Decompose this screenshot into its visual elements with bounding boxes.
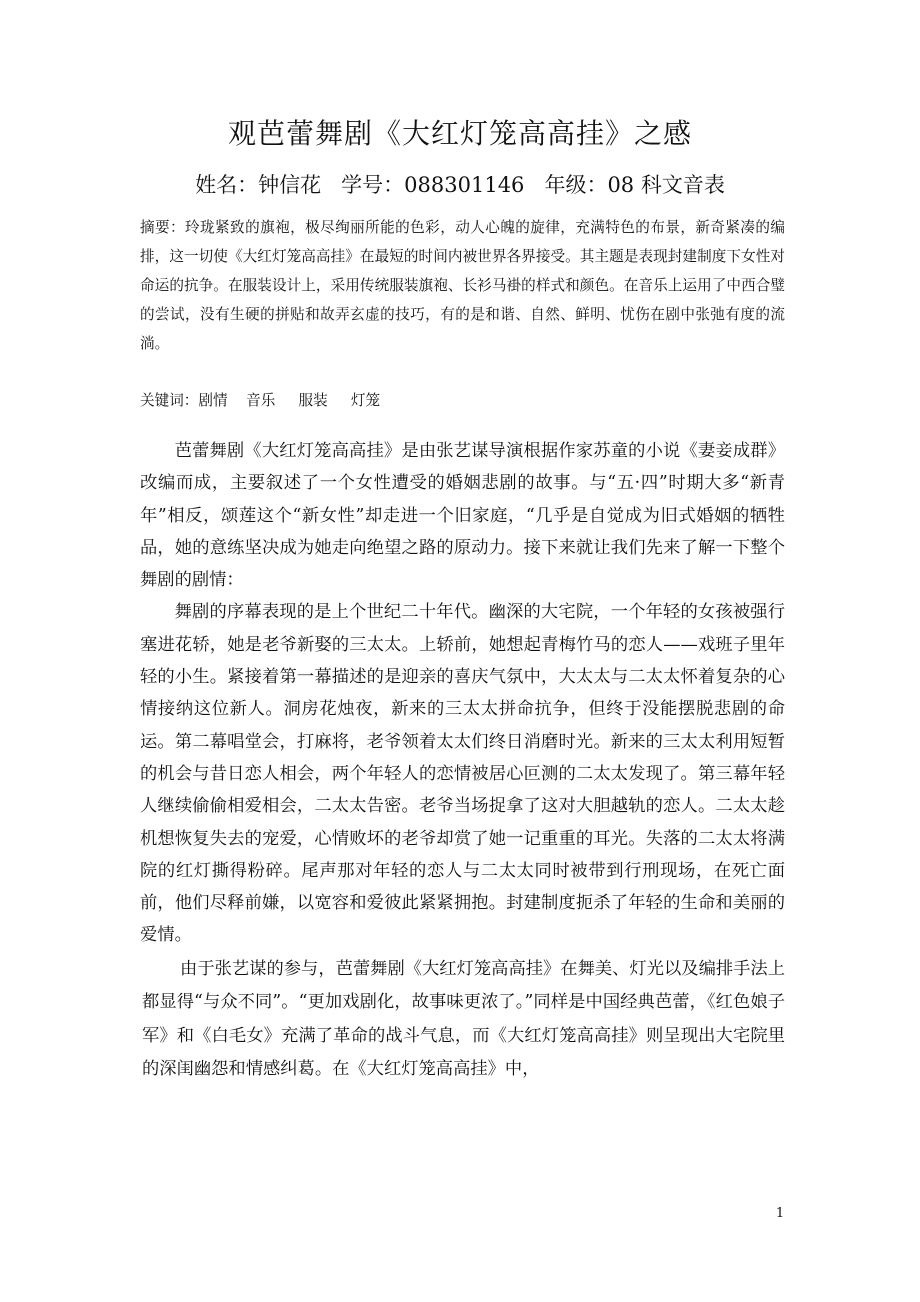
- body-paragraph: 芭蕾舞剧《大红灯笼高高挂》是由张艺谋导演根据作家苏童的小说《妻妾成群》改编而成，主要叙述了一个女性遭受的婚姻悲剧的故事。与“五·四”时期大多“新青年”相反，颂莲这个“新女性”却走进一个旧家庭，“几乎是自觉成为旧式婚姻的牺牲品，她的意练坚决成为她走向绝望之路的原动力。接下来就让我们先来了解一下整个舞剧的剧情：: [140, 441, 785, 591]
- body-paragraph: 舞剧的序幕表现的是上个世纪二十年代。幽深的大宅院，一个年轻的女孩被强行塞进花轿，她是老爷新娶的三太太。上轿前，她想起青梅竹马的恋人——戏班子里年轻的小生。紧接着第一幕描述的是迎亲的喜庆气氛中，大太太与二太太怀着复杂的心情接纳这位新人。洞房花烛夜，新来的三太太拼命抗争，但终于没能摆脱悲剧的命运。第二幕唱堂会，打麻将，老爷领着太太们终日消磨时光。新来的三太太利用短暂的机会与昔日恋人相会，两个年轻人的恋情被居心叵测的二太太发现了。第三幕年轻人继续偷偷相爱相会，二太太告密。老爷当场捉拿了这对大胆越轨的恋人。二太太趁机想恢复失去的宠爱，心情败坏的老爷却赏了她一记重重的耳光。失落的二太太将满院的红灯撕得粉碎。尾声那对年轻的恋人与二太太同时被带到行刑现场，在死亡面前，他们尽释前嫌，以宽容和爱彼此紧紧拥抱。封建制度扼杀了年轻的生命和美丽的爱情。: [140, 602, 785, 946]
- body-paragraph: 由于张艺谋的参与，芭蕾舞剧《大红灯笼高高挂》在舞美、灯光以及编排手法上都显得“与众不同”。“更加戏剧化，故事味更浓了。”同样是中国经典芭蕾，《红色娘子军》和《白毛女》充满了革命的战斗气息，而《大红灯笼高高挂》则呈现出大宅院里的深闺幽怨和情感纠葛。在《大红灯笼高高挂》中，: [142, 958, 785, 1080]
- page-number: 1: [775, 1206, 785, 1221]
- author-info-line: 姓名：钟信花 学号：088301146 年级：08 科文音表: [195, 173, 725, 197]
- keywords-line: 关键词：剧情 音乐 服装 灯笼: [140, 392, 381, 409]
- body-text: [140, 435, 785, 1087]
- abstract-paragraph: 摘要：玲珑紧致的旗袍，极尽绚丽所能的色彩，动人心魄的旋律，充满特色的布景，新奇紧凑的编排，这一切使《大红灯笼高高挂》在最短的时间内被世界各界接受。其主题是表现封建制度下女性对命运的抗争。在服装设计上，采用传统服装旗袍、长衫马褂的样式和颜色。在音乐上运用了中西合璧的尝试，没有生硬的拼贴和故弄玄虚的技巧，有的是和谐、自然、鲜明、忧伤在剧中张弛有度的流淌。: [140, 219, 785, 352]
- document-title: 观芭蕾舞剧《大红灯笼高高挂》之感: [227, 117, 692, 150]
